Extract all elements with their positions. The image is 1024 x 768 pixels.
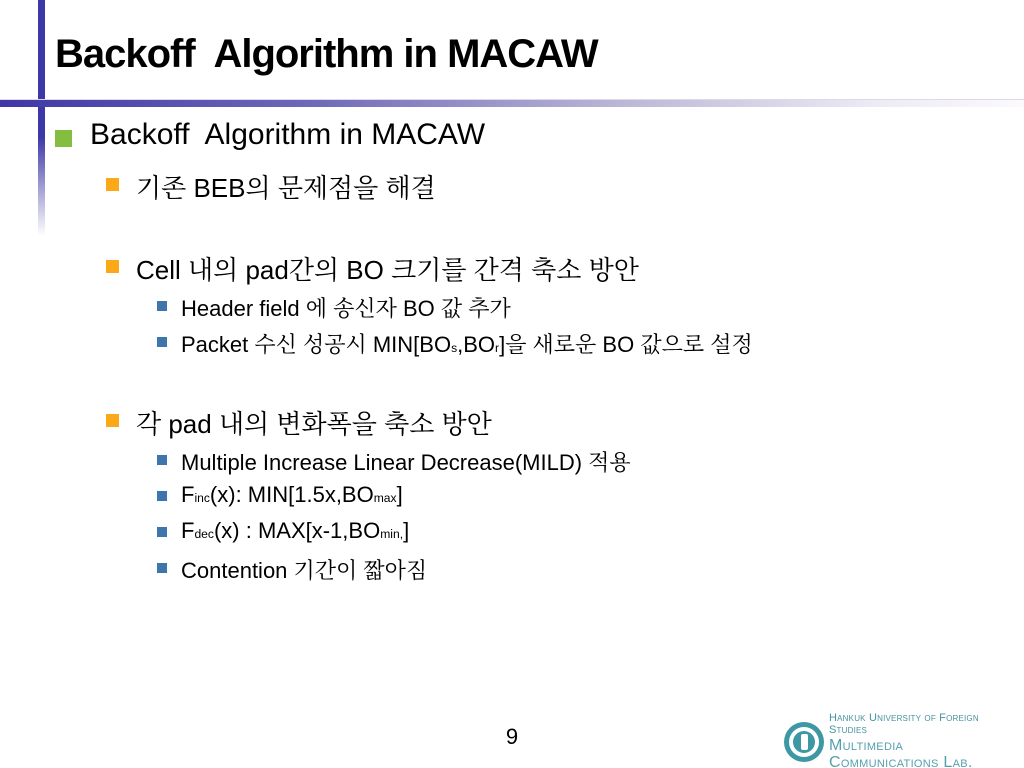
bullet-text: Multiple Increase Linear Decrease(MILD) 적용	[181, 450, 631, 475]
bullet-text: Contention 기간이 짧아짐	[181, 558, 428, 583]
bullet-square-icon	[106, 260, 119, 273]
bullet-square-icon	[157, 455, 167, 465]
bullet-text: Finc(x): MIN[1.5x,BOmax]	[181, 482, 403, 507]
bullet-text: Header field 에 송신자 BO 값 추가	[181, 296, 511, 321]
accent-horizontal-rule	[0, 99, 1024, 107]
bullet-text: 각 pad 내의 변화폭을 축소 방안	[136, 409, 492, 439]
bullet-text: 기존 BEB의 문제점을 해결	[136, 173, 436, 203]
bullet-list	[0, 118, 1010, 590]
bullet-square-icon	[157, 563, 167, 573]
page-number: 9	[505, 724, 519, 749]
spacer	[0, 364, 1010, 404]
bullet-square-icon	[55, 130, 72, 147]
bullet-text: Cell 내의 pad간의 BO 크기를 간격 축소 방안	[136, 255, 639, 285]
bullet-item-level3	[0, 518, 1010, 554]
bullet-text: Packet 수신 성공시 MIN[BOs,BOr]을 새로운 BO 값으로 설정	[181, 332, 753, 357]
bullet-item-level3	[0, 446, 1010, 482]
bullet-square-icon	[106, 178, 119, 191]
slide-title: Backoff Algorithm in MACAW	[55, 32, 598, 76]
bullet-item-level1	[0, 118, 1010, 168]
bullet-square-icon	[157, 301, 167, 311]
university-name: Hankuk University of Foreign Studies	[829, 712, 979, 737]
university-logo-text	[829, 712, 1016, 768]
bullet-square-icon	[157, 527, 167, 537]
lab-name: Multimedia Communications Lab.	[829, 736, 973, 768]
bullet-item-level3	[0, 292, 1010, 328]
bullet-text: Backoff Algorithm in MACAW	[90, 118, 486, 151]
bullet-text: Fdec(x) : MAX[x-1,BOmin,]	[181, 518, 410, 543]
bullet-item-level3	[0, 328, 1010, 364]
bullet-square-icon	[106, 414, 119, 427]
bullet-item-level2	[0, 168, 1010, 210]
bullet-item-level3	[0, 482, 1010, 518]
university-logo-emblem-icon	[784, 722, 824, 762]
bullet-square-icon	[157, 491, 167, 501]
bullet-item-level2	[0, 250, 1010, 292]
bullet-item-level3	[0, 554, 1010, 590]
university-logo	[784, 712, 1016, 768]
bullet-square-icon	[157, 337, 167, 347]
bullet-item-level2	[0, 404, 1010, 446]
spacer	[0, 210, 1010, 250]
